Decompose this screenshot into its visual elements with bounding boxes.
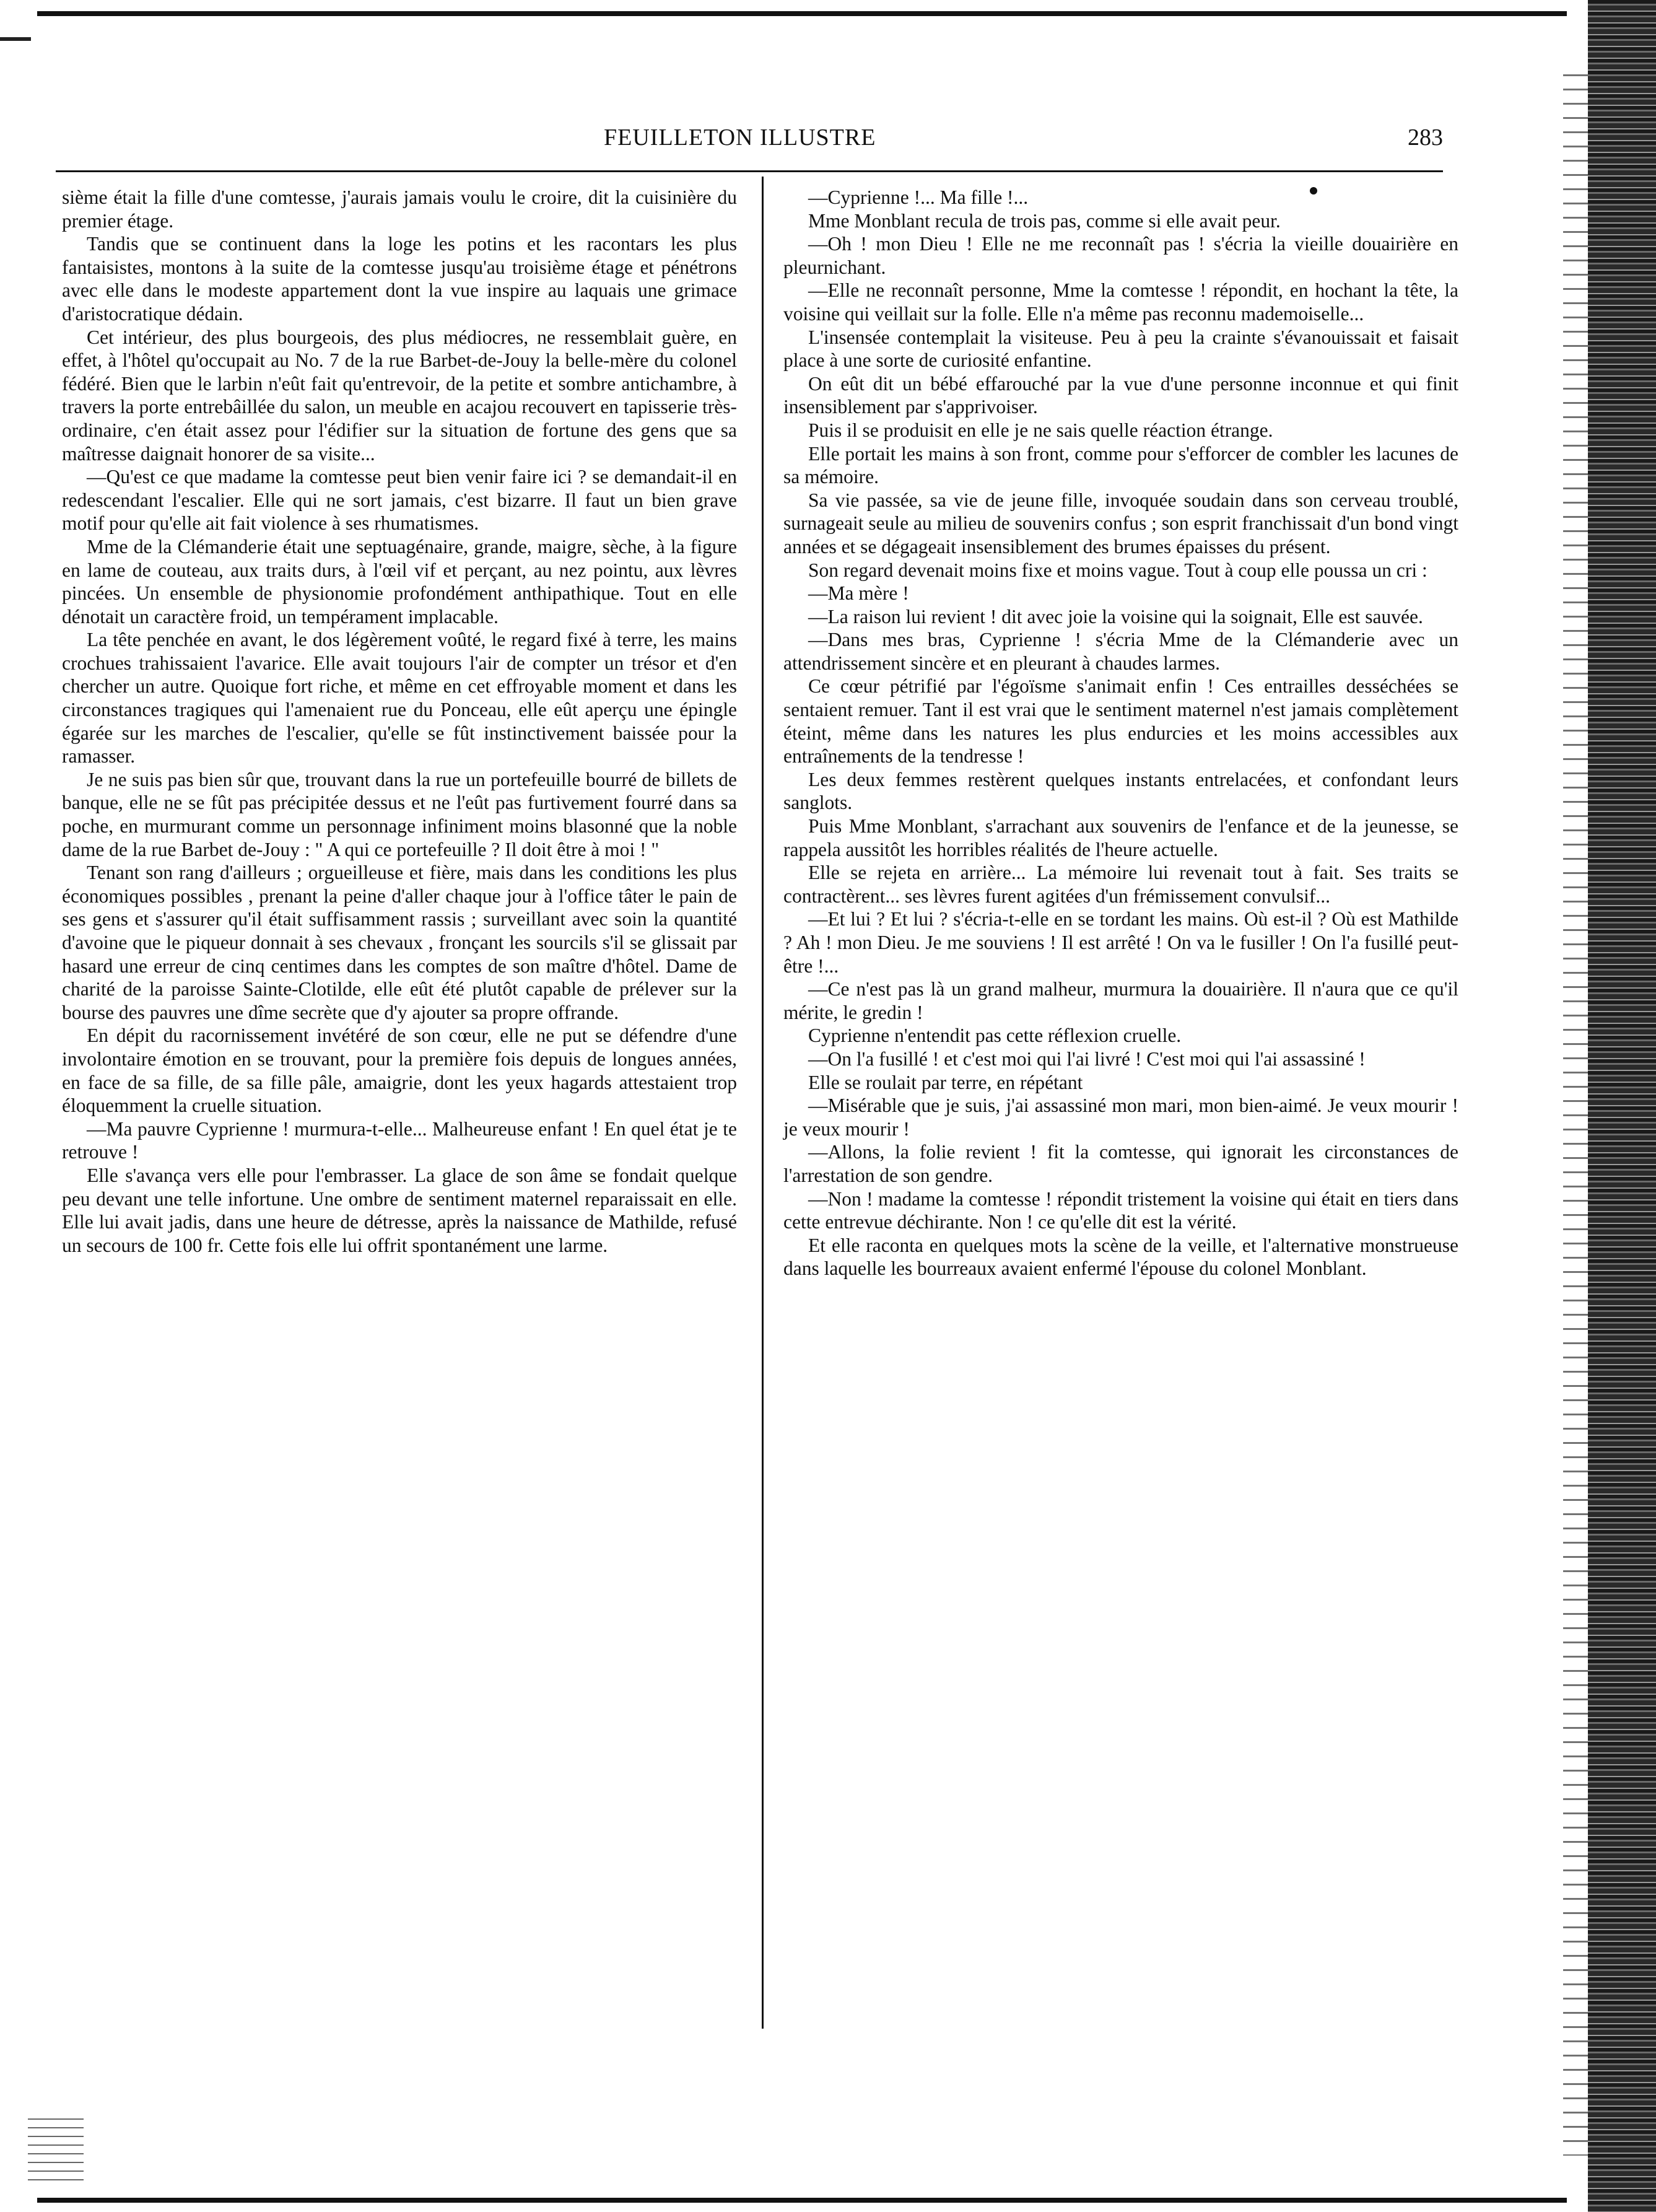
paragraph: sième était la fille d'une comtesse, j'aurais jamais voulu le croire, dit la cuisinière du premier étage.	[62, 186, 737, 232]
paragraph: —Elle ne reconnaît personne, Mme la comtesse ! répondit, en hochant la tête, la voisine qui veillait sur la folle. Elle n'a même pas reconnu mademoiselle...	[783, 279, 1458, 325]
paragraph: Les deux femmes restèrent quelques instants entrelacées, et confondant leurs sanglots.	[783, 768, 1458, 814]
running-title: FEUILLETON ILLUSTRE	[604, 125, 876, 151]
paragraph: Elle s'avança vers elle pour l'embrasser. La glace de son âme se fondait quelque peu devant une telle infortune. Une ombre de sentiment maternel reparaissait en elle. Elle lui avait jadis, dans une heure de détresse, après la naissance de Mathilde, refusé un secours de 100 fr. Cette fois elle lui offrit spontanément une larme.	[62, 1164, 737, 1256]
paragraph: Elle se rejeta en arrière... La mémoire lui revenait tout à fait. Ses traits se contractèrent... ses lèvres furent agitées d'un frémissement convulsif...	[783, 862, 1458, 907]
paragraph: —On l'a fusillé ! et c'est moi qui l'ai livré ! C'est moi qui l'ai assassiné !	[808, 1047, 1366, 1070]
paragraph: —Et lui ? Et lui ? s'écria-t-elle en se tordant les mains. Où est-il ? Où est Mathilde ? Ah ! mon Dieu. Je me souviens ! Il est arrêté ! On va le fusiller ! On l'a fusillé peut-être !...	[783, 908, 1458, 977]
paragraph: Sa vie passée, sa vie de jeune fille, invoquée soudain dans son cerveau troublé, surnageait seule au milieu de souvenirs confus ; son esprit franchissait d'un bond vingt années et se dégageait insensiblement des brumes épaisses du présent.	[783, 489, 1458, 557]
page-binding-edge	[1588, 0, 1656, 2212]
paragraph: Tandis que se continuent dans la loge les potins et les racontars les plus fantaisistes, montons à la suite de la comtesse jusqu'au troisième étage et pénétrons avec elle dans le modeste appartement dont la vue inspire au laquais une grimace d'aristocratique dédain.	[62, 233, 737, 325]
paragraph: Puis Mme Monblant, s'arrachant aux souvenirs de l'enfance et de la jeunesse, se rappela aussitôt les horribles réalités de l'heure actuelle.	[783, 815, 1458, 860]
paragraph: —Oh ! mon Dieu ! Elle ne me reconnaît pas ! s'écria la vieille douairière en pleurnichant.	[783, 233, 1458, 278]
paragraph: —Dans mes bras, Cyprienne ! s'écria Mme de la Clémanderie avec un attendrissement sincère et en pleurant à chaudes larmes.	[783, 629, 1458, 674]
paragraph: —Misérable que je suis, j'ai assassiné mon mari, mon bien-aimé. Je veux mourir ! je veux mourir !	[783, 1095, 1458, 1140]
paragraph: On eût dit un bébé effarouché par la vue d'une personne inconnue et qui finit insensiblement par s'apprivoiser.	[783, 372, 1458, 418]
paragraph: Elle se roulait par terre, en répétant	[808, 1071, 1083, 1093]
paragraph: Son regard devenait moins fixe et moins vague. Tout à coup elle poussa un cri :	[808, 559, 1427, 581]
paragraph: Et elle raconta en quelques mots la scène de la veille, et l'alternative monstrueuse dans laquelle les bourreaux avaient enfermé l'épouse du colonel Monblant.	[783, 1234, 1458, 1280]
paragraph: —Cyprienne !... Ma fille !...	[808, 186, 1029, 208]
page-header	[56, 124, 1443, 167]
right-text-column	[783, 186, 1458, 1280]
paragraph: —Ma pauvre Cyprienne ! murmura-t-elle... Malheureuse enfant ! En quel état je te retrouve !	[62, 1117, 737, 1163]
binding-shadow	[1563, 74, 1588, 2156]
paragraph: Je ne suis pas bien sûr que, trouvant dans la rue un portefeuille bourré de billets de banque, elle ne se fût pas précipitée dessus et ne l'eût pas furtivement fourré dans sa poche, en murmurant comme un personnage infiniment moins blasonné que la noble dame de la rue Barbet de-Jouy : " A qui ce portefeuille ? Il doit être à moi ! "	[62, 768, 737, 860]
left-text-column	[62, 186, 737, 1257]
paragraph: La tête penchée en avant, le dos légèrement voûté, le regard fixé à terre, les mains crochues trahissaient l'avarice. Elle avait toujours l'air de compter un trésor et d'en chercher un autre. Quoique fort riche, et même en cet effroyable moment et dans les circonstances tragiques qui l'amenaient rue du Ponceau, elle eût aperçu une épingle égarée sur les marches de l'escalier, qu'elle se fût instinctivement baissée pour la ramasser.	[62, 629, 737, 767]
column-divider	[762, 177, 764, 2029]
paragraph: Puis il se produisit en elle je ne sais quelle réaction étrange.	[808, 419, 1273, 441]
margin-ink-blot	[28, 2118, 84, 2187]
paragraph: Cyprienne n'entendit pas cette réflexion cruelle.	[808, 1025, 1182, 1047]
paragraph: Ce cœur pétrifié par l'égoïsme s'animait enfin ! Ces entrailles desséchées se sentaient remuer. Tant il est vrai que le sentiment maternel n'est jamais complètement éteint, même dans les natures les plus endurcies et les moins accessibles aux entraînements de la tendresse !	[783, 675, 1458, 767]
paragraph: Elle portait les mains à son front, comme pour s'efforcer de combler les lacunes de sa mémoire.	[783, 442, 1458, 488]
paragraph: —Qu'est ce que madame la comtesse peut bien venir faire ici ? se demandait-il en redescendant l'escalier. Elle qui ne sort jamais, c'est bizarre. Il faut un bien grave motif pour qu'elle ait fait violence à ses rhumatismes.	[62, 466, 737, 535]
corner-mark	[0, 37, 31, 41]
paragraph: —Ce n'est pas là un grand malheur, murmura la douairière. Il n'aura que ce qu'il mérite, le gredin !	[783, 978, 1458, 1023]
paragraph: Tenant son rang d'ailleurs ; orgueilleuse et fière, mais dans les conditions les plus économiques possibles , prenant la peine d'aller chaque jour à l'office tâter le pain de ses gens et s'assurer qu'il était suffisamment rassis ; surveillant avec soin la quantité d'avoine que le piqueur donnait à ses chevaux , fronçant les sourcils s'il se glissait par hasard une erreur de cinq centimes dans les comptes de son maître d'hôtel. Dame de charité de la paroisse Sainte-Clotilde, elle eût été plutôt capable de prélever sur la bourse des pauvres une dîme secrète que d'y ajouter sa propre offrande.	[62, 862, 737, 1023]
header-rule	[56, 170, 1443, 172]
paragraph: —Non ! madame la comtesse ! répondit tristement la voisine qui était en tiers dans cette entrevue déchirante. Non ! ce qu'elle dit est la vérité.	[783, 1187, 1458, 1233]
top-border-rule	[37, 11, 1567, 16]
paragraph: —La raison lui revient ! dit avec joie la voisine qui la soignait, Elle est sauvée.	[808, 605, 1423, 627]
paragraph: En dépit du racornissement invétéré de son cœur, elle ne put se défendre d'une involontaire émotion en se trouvant, pour la première fois depuis de longues années, en face de sa fille, de sa fille pâle, amaigrie, dont les yeux hagards attestaient trop éloquemment la cruelle situation.	[62, 1025, 737, 1117]
paragraph: Cet intérieur, des plus bourgeois, des plus médiocres, ne ressemblait guère, en effet, à l'hôtel qu'occupait au No. 7 de la rue Barbet-de-Jouy la belle-mère du colonel fédéré. Bien que le larbin n'eût fait qu'entrevoir, de la petite et sombre antichambre, à travers la porte entrebâillée du salon, un meuble en acajou recouvert en tapisserie très-ordinaire, c'en était assez pour l'édifier sur la situation de fortune des gens que sa maîtresse daignait honorer de sa visite...	[62, 326, 737, 465]
paragraph: —Allons, la folie revient ! fit la comtesse, qui ignorait les circonstances de l'arrestation de son gendre.	[783, 1141, 1458, 1186]
paragraph: Mme de la Clémanderie était une septuagénaire, grande, maigre, sèche, à la figure en lame de couteau, aux traits durs, à l'œil vif et perçant, au nez pointu, aux lèvres pincées. Un ensemble de physionomie profondément anthipathique. Tout en elle dénotait un caractère froid, un tempérament implacable.	[62, 535, 737, 627]
paragraph: —Ma mère !	[808, 582, 909, 605]
paragraph: Mme Monblant recula de trois pas, comme si elle avait peur.	[808, 209, 1281, 232]
paragraph: L'insensée contemplait la visiteuse. Peu à peu la crainte s'évanouissait et faisait place à une sorte de curiosité enfantine.	[783, 326, 1458, 372]
bottom-border-rule	[37, 2198, 1567, 2203]
page-number: 283	[1408, 125, 1443, 151]
